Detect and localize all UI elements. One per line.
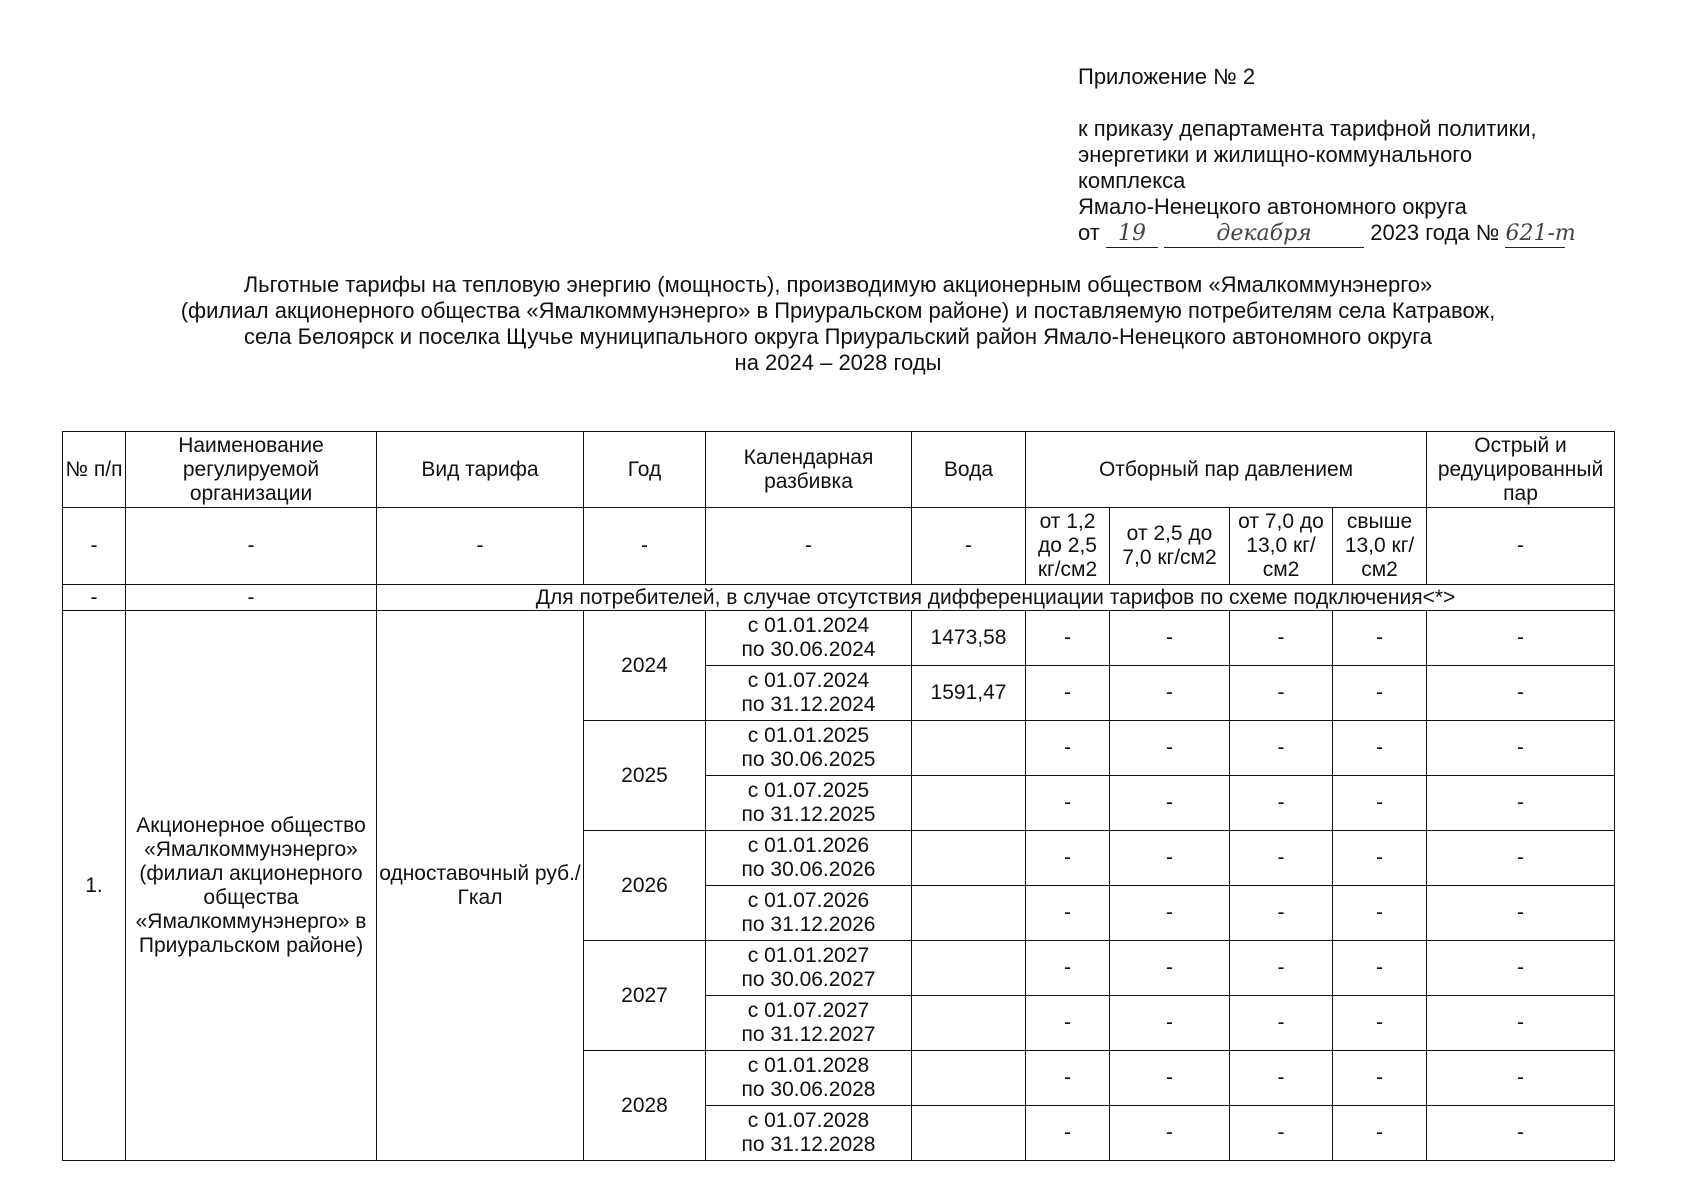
period-cell (706, 611, 912, 666)
header-steam-3: от 7,0 до 13,0 кг/см2 (1230, 508, 1333, 585)
annex-title: Приложение № 2 (1078, 64, 1256, 89)
dash-cell: - (1026, 1051, 1110, 1106)
dash-cell: - (912, 508, 1026, 585)
date-year: 2023 года № (1370, 220, 1500, 245)
header-tariff-type: Вид тарифа (377, 432, 584, 508)
dash-cell: - (1427, 1051, 1615, 1106)
water-tariff-cell (912, 831, 1026, 886)
water-tariff-cell: 1591,47 (912, 666, 1026, 721)
header-org: Наименование регулируемой организации (126, 432, 377, 508)
dash-cell: - (1427, 886, 1615, 941)
dash-cell: - (63, 585, 126, 611)
period-from: с 01.07.2024 (747, 669, 870, 692)
dash-cell: - (1230, 776, 1333, 831)
dash-cell: - (377, 508, 584, 585)
dash-cell: - (1110, 1051, 1230, 1106)
period-to: по 30.06.2025 (741, 748, 876, 771)
dash-cell: - (1110, 886, 1230, 941)
header-water: Вода (912, 432, 1026, 508)
dash-cell: - (1110, 611, 1230, 666)
handwritten-order-number: 621-т (1505, 221, 1576, 246)
title-line: на 2024 – 2028 годы (734, 350, 942, 375)
dash-cell: - (1427, 996, 1615, 1051)
header-calendar: Календарная разбивка (706, 432, 912, 508)
dash-cell: - (1110, 831, 1230, 886)
period-from: с 01.01.2025 (747, 724, 870, 747)
period-to: по 30.06.2026 (741, 858, 876, 881)
header-steam-2: от 2,5 до 7,0 кг/см2 (1110, 508, 1230, 585)
dash-cell: - (1333, 886, 1427, 941)
period-from: с 01.07.2028 (747, 1109, 870, 1132)
dash-cell: - (1110, 996, 1230, 1051)
dash-cell: - (1427, 508, 1615, 585)
tariff-table (62, 431, 1615, 1161)
period-from: с 01.01.2026 (747, 834, 870, 857)
header-steam-group: Отборный пар давлением (1026, 432, 1427, 508)
row-organization: Акционерное общество «Ямалкоммунэнерго» (филиал акционерного общества «Ямалкоммунэнерго» в Приуральском районе) (126, 611, 377, 1161)
dash-cell: - (1230, 941, 1333, 996)
period-from: с 01.01.2027 (747, 944, 870, 967)
dash-cell: - (1230, 831, 1333, 886)
dash-cell: - (1110, 666, 1230, 721)
water-tariff-cell (912, 996, 1026, 1051)
dash-cell: - (1333, 611, 1427, 666)
dash-cell: - (1230, 1051, 1333, 1106)
year-cell: 2028 (584, 1051, 706, 1161)
header-sharp-steam: Острый и редуцированный пар (1427, 432, 1615, 508)
period-from: с 01.01.2028 (747, 1054, 870, 1077)
dash-cell: - (706, 508, 912, 585)
annex-line: к приказу департамента тарифной политики, (1078, 116, 1537, 141)
dash-cell: - (1427, 941, 1615, 996)
period-cell (706, 1106, 912, 1161)
order-date-line (1078, 220, 1638, 248)
period-to: по 30.06.2028 (741, 1078, 876, 1101)
period-from: с 01.07.2025 (747, 779, 870, 802)
dash-cell: - (1026, 721, 1110, 776)
period-to: по 31.12.2025 (741, 803, 876, 826)
row-number: 1. (63, 611, 126, 1161)
dash-cell: - (1026, 611, 1110, 666)
dash-cell: - (1427, 831, 1615, 886)
dash-cell: - (1427, 611, 1615, 666)
dash-cell: - (1230, 886, 1333, 941)
period-to: по 31.12.2027 (741, 1023, 876, 1046)
dash-cell: - (1427, 776, 1615, 831)
dash-cell: - (63, 508, 126, 585)
year-cell: 2027 (584, 941, 706, 1051)
period-cell (706, 721, 912, 776)
dash-cell: - (1110, 1106, 1230, 1161)
year-cell: 2025 (584, 721, 706, 831)
dash-cell: - (1230, 611, 1333, 666)
period-cell (706, 941, 912, 996)
year-cell: 2024 (584, 611, 706, 721)
dash-cell: - (1427, 666, 1615, 721)
dash-cell: - (1230, 666, 1333, 721)
dash-cell: - (1333, 1106, 1427, 1161)
dash-cell: - (1333, 721, 1427, 776)
dash-cell: - (1110, 941, 1230, 996)
annex-line: Ямало-Ненецкого автономного округа (1078, 194, 1467, 219)
year-cell: 2026 (584, 831, 706, 941)
annex-line: энергетики и жилищно-коммунального (1078, 142, 1473, 167)
section-row (63, 585, 1615, 611)
dash-cell: - (1026, 941, 1110, 996)
header-num: № п/п (63, 432, 126, 508)
header-steam-1: от 1,2 до 2,5 кг/см2 (1026, 508, 1110, 585)
dash-cell: - (1427, 721, 1615, 776)
dash-cell: - (1333, 776, 1427, 831)
dash-cell: - (1110, 776, 1230, 831)
header-row (63, 432, 1615, 508)
dash-cell: - (1026, 886, 1110, 941)
section-text: Для потребителей, в случае отсутствия дифференциации тарифов по схеме подключения<*> (377, 585, 1615, 611)
dash-cell: - (1026, 831, 1110, 886)
dash-cell: - (126, 508, 377, 585)
period-cell (706, 996, 912, 1051)
water-tariff-cell (912, 776, 1026, 831)
water-tariff-cell (912, 886, 1026, 941)
dash-cell: - (1230, 721, 1333, 776)
row-tariff-type: одноставочный руб./Гкал (377, 611, 584, 1161)
period-cell (706, 1051, 912, 1106)
water-tariff-cell (912, 1051, 1026, 1106)
header-steam-4: свыше 13,0 кг/см2 (1333, 508, 1427, 585)
water-tariff-cell (912, 1106, 1026, 1161)
period-cell (706, 831, 912, 886)
water-tariff-cell (912, 941, 1026, 996)
dash-cell: - (1110, 721, 1230, 776)
period-cell (706, 776, 912, 831)
dash-cell: - (1230, 996, 1333, 1051)
annex-line: комплекса (1078, 168, 1186, 193)
dash-cell: - (584, 508, 706, 585)
dash-cell: - (1333, 666, 1427, 721)
title-line: села Белоярск и поселка Щучье муниципального округа Приуральский район Ямало-Ненецкого автономного округа (243, 324, 1433, 349)
dash-cell: - (1026, 996, 1110, 1051)
period-from: с 01.07.2026 (747, 889, 870, 912)
water-tariff-cell (912, 721, 1026, 776)
title-line: (филиал акционерного общества «Ямалкоммунэнерго» в Приуральском районе) и поставляемую потребителям села Катравож, (180, 298, 1496, 323)
dash-cell: - (1230, 1106, 1333, 1161)
dash-cell: - (1333, 1051, 1427, 1106)
period-from: с 01.07.2027 (747, 999, 870, 1022)
dash-cell: - (1333, 996, 1427, 1051)
dash-cell: - (1026, 666, 1110, 721)
period-to: по 31.12.2026 (741, 913, 876, 936)
dash-cell: - (1026, 1106, 1110, 1161)
period-from: с 01.01.2024 (747, 614, 870, 637)
dash-cell: - (1026, 776, 1110, 831)
document-title (60, 272, 1616, 376)
title-line: Льготные тарифы на тепловую энергию (мощность), производимую акционерным обществом «Ямалкоммунэнерго» (243, 272, 1433, 297)
annex-block (1078, 64, 1638, 248)
period-cell (706, 886, 912, 941)
header-year: Год (584, 432, 706, 508)
date-prefix: от (1078, 220, 1100, 245)
period-cell (706, 666, 912, 721)
period-to: по 31.12.2024 (741, 693, 876, 716)
period-to: по 31.12.2028 (741, 1133, 876, 1156)
dash-cell: - (1333, 831, 1427, 886)
table-row (63, 611, 1615, 666)
period-to: по 30.06.2027 (741, 968, 876, 991)
handwritten-month: декабря (1164, 221, 1364, 248)
dash-cell: - (1427, 1106, 1615, 1161)
header-subrow (63, 508, 1615, 585)
water-tariff-cell: 1473,58 (912, 611, 1026, 666)
dash-cell: - (126, 585, 377, 611)
period-to: по 30.06.2024 (741, 638, 876, 661)
handwritten-day: 19 (1106, 221, 1158, 248)
dash-cell: - (1333, 941, 1427, 996)
